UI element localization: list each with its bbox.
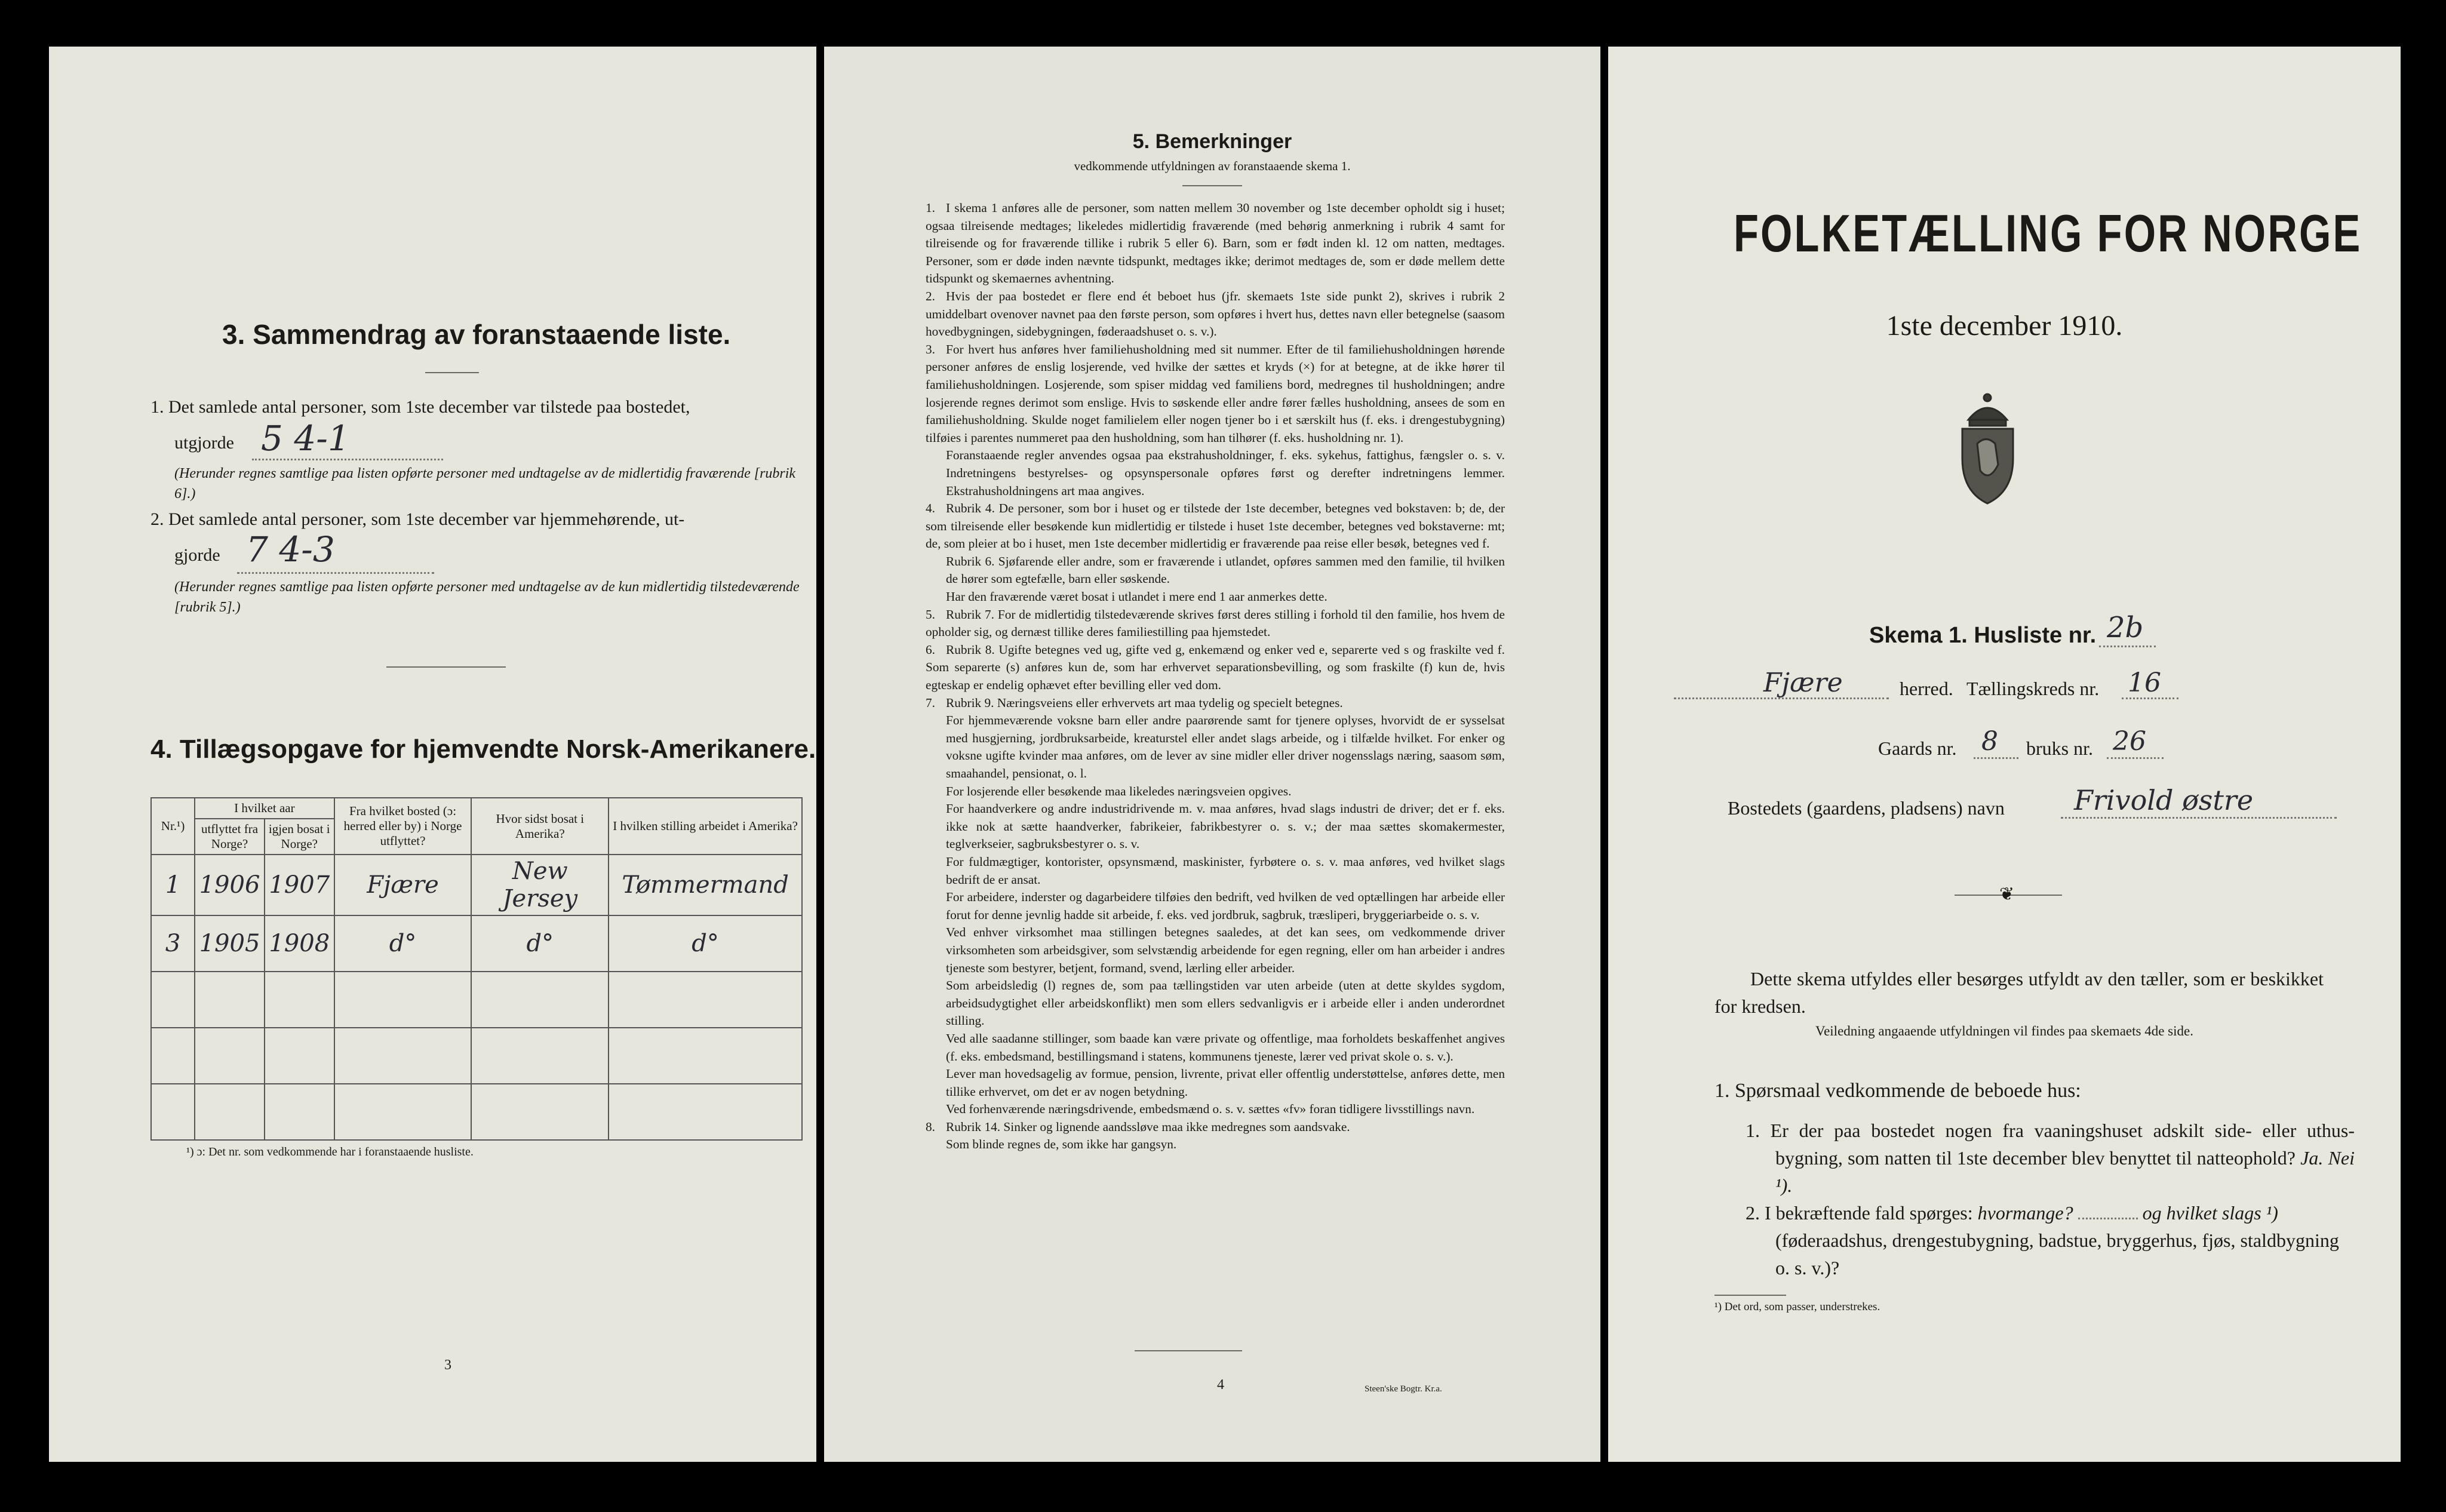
cell-igjen (265, 972, 334, 1028)
paragraph: Lever man hovedsagelig av formue, pension, livrente, privat eller offentlig understøttelse, anføres dette, men tillike erhvervet, om det er av nogen betydning. (946, 1067, 1505, 1099)
page-number: 3 (444, 1357, 451, 1373)
paragraph: Ved alle saadanne stillinger, som baade kan være private og offentlige, maa forholdets beskaffenhet angives (f. eks. embedsmand, bestillingsmand i statens, kommunens tjeneste, lærer ved privat skole o. s. v.). (946, 1031, 1505, 1064)
gaards-value: 8 (1981, 726, 1998, 757)
bemerkninger-heading: 5. Bemerkninger (1132, 130, 1292, 153)
divider (1182, 185, 1242, 186)
paragraph: For losjerende eller besøkende maa likeledes næringsveien opgives. (946, 783, 1292, 798)
fill-line (2061, 817, 2337, 819)
intro-subtext: Veiledning angaaende utfyldningen vil findes paa skemaets 4de side. (1815, 1024, 2193, 1038)
herred-label: herred. (1900, 678, 1953, 699)
table-row (151, 972, 802, 1028)
table-row (151, 1084, 802, 1140)
coat-of-arms-icon (1956, 387, 2019, 506)
table-row (151, 855, 802, 915)
bruks-value: 26 (2113, 726, 2146, 757)
paragraph: For fuldmægtiger, kontorister, opsynsmænd, maskinister, fyrbøtere o. s. v. maa anføres, ved hvilket slags bedrift de er ansat. (946, 854, 1505, 887)
section-4-heading: 4. Tillægsopgave for hjemvendte Norsk-Amerikanere. (150, 735, 816, 764)
kreds-label: Tællingskreds nr. (1966, 678, 2100, 699)
question-2: 2. I bekræftende fald spørges: hvormange? og hvilket slags ¹) (føderaadshus, drengestubygning, badstue, bryggerhus, fjøs, staldbygning o. s. v.)? (1746, 1202, 2339, 1279)
col-igjen-bosat: igjen bosat i Norge? (265, 819, 334, 855)
col-fra-bosted: Fra hvilket bosted (ɔ: herred eller by) i Norge utflyttet? (334, 798, 472, 855)
cell-igjen (265, 1028, 334, 1084)
page-3 (49, 47, 816, 1462)
fill-line (237, 572, 434, 574)
item-2-text: 2. Det samlede antal personer, som 1ste december var hjemmehørende, ut- (150, 509, 685, 529)
fill-line (252, 459, 443, 460)
paragraph: 6. Rubrik 8. Ugifte betegnes ved ug, gifte ved g, enkemænd og enker ved e, separerte ved s og fraskilte ved f. Som separerte (s) anføres kun de, som har erhvervet separationsbevilling, og som fraskilte (f) kun de, hvis egteskap er endelig ophævet efter bevilling eller ved dom. (926, 642, 1505, 693)
bruks-label: bruks nr. (2026, 737, 2093, 759)
item-1-note: (Herunder regnes samtlige paa listen opførte personer med undtagelse av de midlertidig fraværende [rubrik 6].) (174, 466, 796, 502)
cell-utflyttet (195, 1084, 265, 1140)
cell-utflyttet (195, 972, 265, 1028)
col-nr: Nr.¹) (151, 798, 195, 855)
paragraph: Som arbeidsledig (l) regnes de, som paa tællingstiden var uten arbeide (uten at dette skyldes sygdom, arbeidsudygtighet eller arbeidskonflikt) men som ellers sedvanligvis er i arbeide eller i anden underordnet stilling. (946, 978, 1505, 1028)
schema-label: Skema 1. Husliste nr. (1869, 623, 2097, 648)
cell-stilling (609, 1084, 802, 1140)
col-i-hvilket-aar: I hvilket aar (195, 798, 334, 819)
cell-amerika: d° (471, 915, 609, 972)
paragraph: 5. Rubrik 7. For de midlertidig tilstedeværende skrives først deres stilling i forhold til den familie, hos hvem de opholder sig, og dernæst tillike deres familiestilling paa hjemstedet. (926, 607, 1505, 640)
cell-bosted (334, 1028, 472, 1084)
herred-value: Fjære (1763, 668, 1843, 698)
divider (386, 666, 506, 668)
question-1-answer: Ja. Nei ¹). (1775, 1147, 2355, 1196)
paragraph: 1. I skema 1 anføres alle de personer, som natten mellem 30 november og 1ste december opholdt sig i huset; ogsaa tilreisende medtages; likeledes midlertidig fraværende (med behørig anmerkning i rubrik 4 samt for tilreisende og for fraværende tillike i rubrik 5 eller 6). Barn, som er født inden kl. 12 om natten, medtages. Personer, som er døde inden nævnte tidspunkt, medtages ikke; derimot medtages de, som er døde mellem dette tidspunkt og skemaernes avhentning. (926, 201, 1505, 286)
cell-amerika (471, 972, 609, 1028)
gaards-label: Gaards nr. (1878, 737, 1957, 759)
cell-bosted: Fjære (334, 855, 472, 915)
table-row (151, 1028, 802, 1084)
table-row (151, 915, 802, 972)
item-1-text: 1. Det samlede antal personer, som 1ste december var tilstede paa bostedet, (150, 397, 690, 417)
paragraph: 3. For hvert hus anføres hver familiehusholdning med sit nummer. Efter de til familiehusholdningen hørende personer anføres de enslig losjerende, ved hvilke der sættes et kryds (×) for at betegne, at de ikke hører til familiehusholdningen. Losjerende, som spiser middag ved familiens bord, medregnes til husholdningen; andre losjerende regnes derimot som enslige. Hvis to søskende eller andre fører fælles husholdning, ansees de som en familiehusholdning. Skulde noget familielem eller nogen tjener bo i et særskilt hus (f. eks. i drengestubygning) tilføies i parentes nummeret paa den husholdning, som han tilhører (f. eks. husholdning nr. 1). (926, 342, 1505, 445)
paragraph: Ved enhver virksomhet maa stillingen betegnes saaledes, at det kan sees, om vedkommende driver virksomheten som arbeidsgiver, som selvstændig arbeidende for egen regning, eller om han arbeider i andres tjeneste som bestyrer, betjent, formand, svend, lærling eller arbeider. (946, 925, 1505, 975)
cell-bosted: d° (334, 915, 472, 972)
paragraph: 8. Rubrik 14. Sinker og lignende aandssløve maa ikke medregnes som aandsvake. (926, 1119, 1350, 1134)
census-title: FOLKETÆLLING FOR NORGE (1734, 204, 2362, 263)
paragraph: For haandverkere og andre industridrivende m. v. maa anføres, hvad slags industri de driver; det er f. eks. ikke nok at sætte haandverker, fabrikeier, fabrikbestyrer o. s. v.; der maa sættes skomakermester, teglverkseier, sagbruksbestyrer o. s. v. (946, 801, 1505, 852)
col-hvor-bosat: Hvor sidst bosat i Amerika? (471, 798, 609, 855)
cell-nr (151, 972, 195, 1028)
fill-line (2099, 646, 2156, 647)
census-date: 1ste december 1910. (1886, 310, 2123, 342)
cell-nr: 1 (151, 855, 195, 915)
cell-igjen: 1908 (265, 915, 334, 972)
cell-amerika (471, 1084, 609, 1140)
item-2-value: 7 4-3 (246, 529, 335, 570)
paragraph: 4. Rubrik 4. De personer, som bor i huset og er tilstede der 1ste december, betegnes ved bokstaven: b; de, der som tilreisende eller besøkende kun midlertidig er tilstede i huset 1ste december, betegnes ved bokstaverne: mt; de, som pleier at bo i huset, men 1ste december midlertidig er fraværende paa reise eller besøk, betegnes ved f. (926, 501, 1505, 551)
divider (1714, 1295, 1786, 1296)
col-utflyttet: utflyttet fra Norge? (195, 819, 265, 855)
paragraph: Har den fraværende været bosat i utlandet i mere end 1 aar anmerkes dette. (946, 589, 1328, 604)
cell-utflyttet: 1906 (195, 855, 265, 915)
printer-mark: Steen'ske Bogtr. Kr.a. (1365, 1384, 1442, 1394)
norsk-amerikanere-table (150, 797, 803, 1141)
item-2-note: (Herunder regnes samtlige paa listen opførte personer med undtagelse av de kun midlertidig tilstedeværende [rubrik 5].) (174, 579, 800, 615)
item-1-value: 5 4-1 (261, 418, 350, 459)
kreds-value: 16 (2128, 668, 2161, 698)
item-2-prefix: gjorde (174, 545, 220, 565)
question-1: 1. Er der paa bostedet nogen fra vaaningshuset adskilt side- eller uthus-bygning, som natten til 1ste december blev benyttet til natteophold? Ja. Nei ¹). (1746, 1120, 2355, 1196)
page-1 (1608, 47, 2401, 1462)
cell-amerika (471, 1028, 609, 1084)
cell-stilling (609, 1028, 802, 1084)
cell-stilling (609, 972, 802, 1028)
paragraph: Foranstaaende regler anvendes ogsaa paa ekstrahusholdninger, f. eks. sykehus, fattighus, fængsler o. s. v. Indretningens bestyrelses- og opsynspersonale opføres først og derefter indretningens lemmer. Ekstrahusholdningens art maa angives. (946, 448, 1505, 498)
page-number: 4 (1217, 1377, 1224, 1393)
section-3-heading: 3. Sammendrag av foranstaaende liste. (222, 319, 731, 350)
cell-utflyttet (195, 1028, 265, 1084)
divider (425, 372, 479, 373)
fill-line (2107, 757, 2164, 759)
paragraph: 2. Hvis der paa bostedet er flere end ét beboet hus (jfr. skemaets 1ste side punkt 2), skrives i rubrik 2 umiddelbart ovenover navnet paa den første person, som opføres i hvert hus, dettes navn eller betegnelse (saasom hovedbygningen, sidebygningen, føderaadshuset o. s. v.). (926, 288, 1505, 339)
paragraph: Som blinde regnes de, som ikke har gangsyn. (946, 1137, 1177, 1152)
cell-nr (151, 1028, 195, 1084)
paragraph: 7. Rubrik 9. Næringsveiens eller erhvervets art maa tydelig og specielt betegnes. (926, 695, 1343, 710)
page-1-footnote: ¹) Det ord, som passer, understrekes. (1714, 1301, 1880, 1313)
bemerkninger-subheading: vedkommende utfyldningen av foranstaaende skema 1. (1074, 159, 1351, 173)
col-stilling: I hvilken stilling arbeidet i Amerika? (609, 798, 802, 855)
questions-heading: 1. Spørsmaal vedkommende de beboede hus: (1714, 1080, 2081, 1102)
intro-text: Dette skema utfyldes eller besørges utfyldt av den tæller, som er beskikket for kredsen. (1714, 968, 2324, 1017)
paragraph: Ved forhenværende næringsdrivende, embedsmænd o. s. v. sættes «fv» foran tidligere livsstillings navn. (946, 1102, 1475, 1117)
cell-bosted (334, 972, 472, 1028)
bemerkninger-text (926, 199, 1505, 1154)
cell-nr (151, 1084, 195, 1140)
cell-stilling: Tømmermand (609, 855, 802, 915)
page-4 (824, 47, 1600, 1462)
paragraph: Rubrik 6. Sjøfarende eller andre, som er fraværende i utlandet, opføres sammen med den familie, til hvilken de hører som egtefælle, barn eller søskende. (946, 554, 1505, 586)
cell-igjen: 1907 (265, 855, 334, 915)
paragraph: For hjemmeværende voksne barn eller andre paarørende samt for tjenere oplyses, hvorvidt de er sysselsat med husgjerning, jordbruksarbeide, kreaturstel eller andet slags arbeide, og i tilfælde hvilket. For enker og voksne ugifte kvinder maa anføres, om de lever av sine midler eller driver nogensslags næring, saasom søm, smaahandel, pensionat, o. l. (946, 713, 1505, 780)
cell-bosted (334, 1084, 472, 1140)
bosted-label: Bostedets (gaardens, pladsens) navn (1728, 797, 2005, 819)
cell-stilling: d° (609, 915, 802, 972)
ornament-icon: ❦ (1999, 884, 2015, 904)
cell-utflyttet: 1905 (195, 915, 265, 972)
cell-igjen (265, 1084, 334, 1140)
bosted-value: Frivold østre (2074, 784, 2254, 816)
husliste-number: 2b (2107, 611, 2144, 644)
paragraph: For arbeidere, inderster og dagarbeidere tilføies den bedrift, ved hvilken de ved optællingen har arbeide eller forut for denne jevnlig hadde sit arbeide, f. eks. ved jordbruk, sagbruk, træsliperi, bryggeriarbeide o. s. v. (946, 890, 1505, 922)
cell-nr: 3 (151, 915, 195, 972)
divider (1135, 1350, 1242, 1351)
cell-amerika: New Jersey (471, 855, 609, 915)
table-footnote: ¹) ɔ: Det nr. som vedkommende har i foranstaaende husliste. (186, 1145, 474, 1158)
fill-line (1974, 757, 2018, 759)
item-1-prefix: utgjorde (174, 433, 234, 453)
